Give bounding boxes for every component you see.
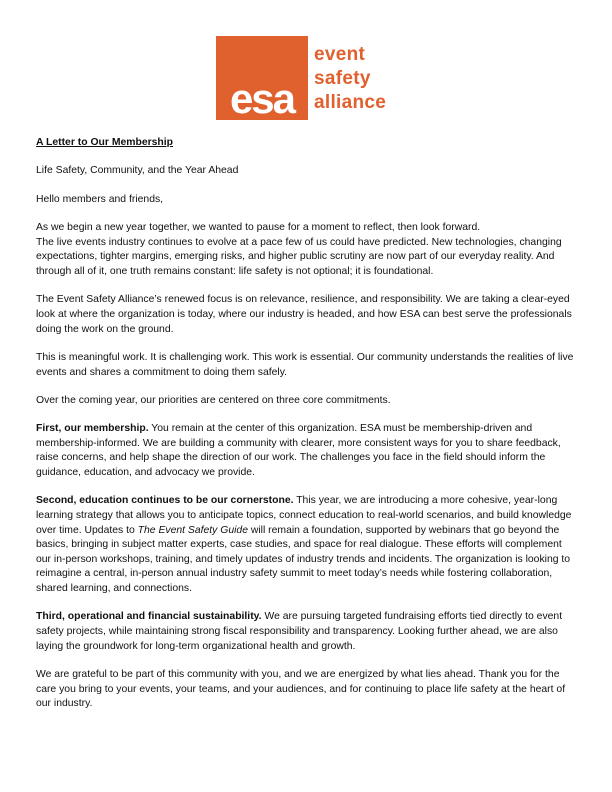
paragraph-education (36, 494, 578, 596)
paragraph-sustainability (36, 610, 578, 654)
paragraph-meaningful-work: This is meaningful work. It is challenging work. This work is essential. Our community understands the realities of live events and shares a commitment to doing them safely. (36, 351, 574, 378)
logo-word-alliance: alliance (314, 92, 387, 113)
sustainability-lead: Third, operational and financial sustainability. (36, 611, 262, 623)
esa-logo (216, 36, 386, 120)
paragraph-membership (36, 422, 578, 480)
sustainability-body: We are pursuing targeted fundraising efforts tied directly to event safety projects, while maintaining strong fiscal responsibility and transparency. Looking further ahead, we are also laying the groundwork for long-term organizational health and growth. (36, 611, 563, 652)
letter-subtitle: Life Safety, Community, and the Year Ahead (36, 165, 239, 177)
membership-body: You remain at the center of this organization. ESA must be membership-driven and membership-informed. We are building a community with clearer, more consistent ways for you to share feedback, raise concerns, and help shape the direction of our work. The challenges you face in the field should inform the guidance, education, and advocacy we provide. (36, 423, 561, 479)
logo-acronym: esa (229, 75, 295, 122)
education-body-b: will remain a foundation, supported by webinars that go beyond the basics, bringing in subject matter experts, case studies, and space for real dialogue. These efforts will complement our in-person workshops, training, and timely updates of industry trends and incidents. The organization is looking to reimagine a central, in-person annual industry safety summit to meet today’s needs while fostering collaboration, shared learning, and connections. (36, 524, 571, 595)
paragraph-intro-line1: As we begin a new year together, we wanted to pause for a moment to reflect, then look forward. (36, 222, 481, 234)
letter-greeting: Hello members and friends, (36, 193, 164, 205)
paragraph-closing: We are grateful to be part of this community with you, and we are energized by what lies ahead. Thank you for the care you bring to your events, your teams, and your audiences, and for continuing to place life safety at the heart of our industry. (36, 669, 566, 710)
logo-word-safety: safety (314, 68, 371, 89)
logo-wordmark (314, 43, 386, 115)
logo-word-event: event (314, 44, 366, 65)
membership-lead: First, our membership. (36, 423, 149, 435)
education-lead: Second, education continues to be our cornerstone. (36, 495, 294, 507)
paragraph-intro-line2: The live events industry continues to evolve at a pace few of us could have predicted. New technologies, changing expectations, tighter margins, emerging risks, and higher public scrutiny are now part of our everyday reality. And through all of it, one truth remains constant: life safety is not optional; it is foundational. (36, 236, 562, 277)
education-body-a: This year, we are introducing a more cohesive, year-long learning strategy that allows you to anticipate topics, connect education to real-world scenarios, and build knowledge over time. Updates to (36, 495, 572, 536)
logo-mark (216, 36, 308, 120)
paragraph-focus: The Event Safety Alliance’s renewed focus is on relevance, resilience, and responsibility. We are taking a clear-eyed look at where the organization is today, where our industry is headed, and how ESA can best serve the professionals doing the work on the ground. (36, 294, 572, 335)
paragraph-priorities: Over the coming year, our priorities are centered on three core commitments. (36, 394, 391, 406)
letter-title: A Letter to Our Membership (36, 137, 174, 148)
letter-body (36, 136, 578, 726)
event-safety-guide-title: The Event Safety Guide (137, 524, 248, 536)
paragraph-intro (36, 221, 578, 279)
